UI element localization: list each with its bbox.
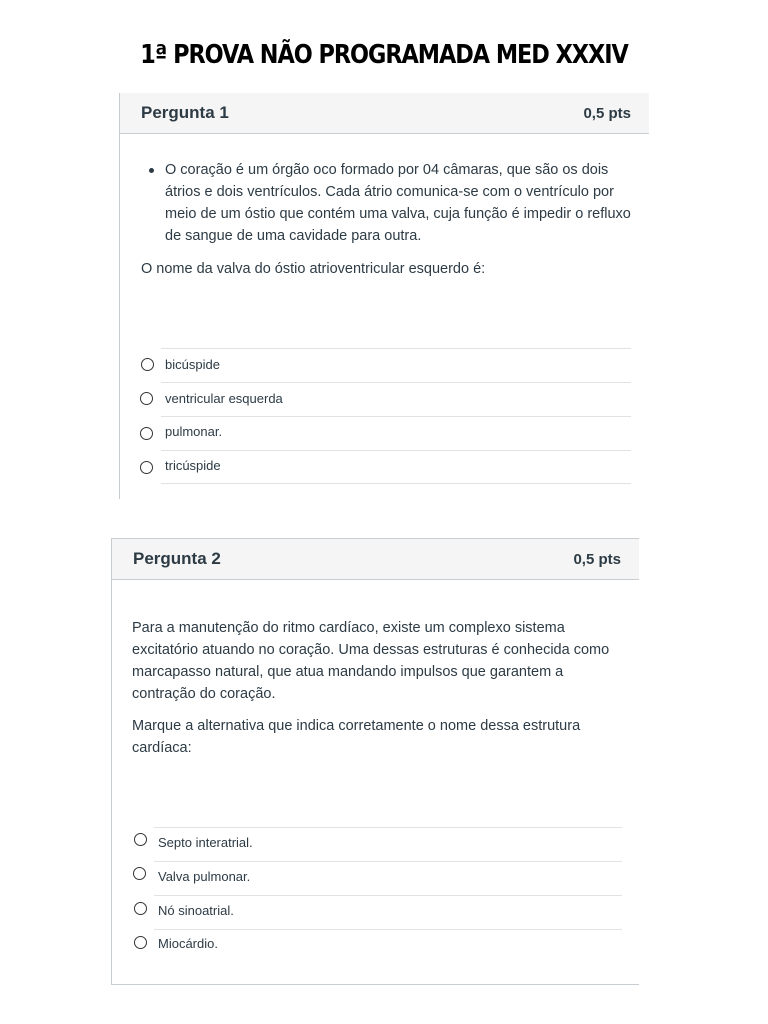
answer-option[interactable] [161, 382, 631, 416]
answer-label[interactable]: pulmonar. [165, 424, 223, 439]
radio-button[interactable] [134, 936, 147, 949]
answer-label[interactable]: Nó sinoatrial. [158, 903, 234, 918]
question-statement: Para a manutenção do ritmo cardíaco, existe um complexo sistema excitatório atuando no coração. Uma dessas estruturas é conhecida como marcapasso natural, que atua mandando impulsos que garantem a contração do coração. [132, 620, 610, 702]
radio-button[interactable] [140, 461, 153, 474]
answer-label[interactable]: Valva pulmonar. [158, 869, 251, 884]
answer-option[interactable] [154, 929, 622, 963]
radio-button[interactable] [134, 902, 147, 915]
question-prompt: Marque a alternativa que indica corretamente o nome dessa estrutura cardíaca: [132, 718, 581, 756]
question-points: 0,5 pts [583, 104, 631, 122]
answer-label[interactable]: bicúspide [165, 357, 220, 372]
radio-button[interactable] [134, 833, 147, 846]
question-points: 0,5 pts [573, 550, 621, 568]
question-header [120, 93, 649, 134]
answer-option[interactable] [154, 827, 622, 861]
answer-label[interactable]: Septo interatrial. [158, 835, 253, 850]
page-title: 1ª PROVA NÃO PROGRAMADA MED XXXIV [140, 40, 628, 70]
answer-option[interactable] [161, 416, 631, 450]
question-2-card [111, 538, 639, 985]
radio-button[interactable] [133, 867, 146, 880]
answer-option[interactable] [161, 450, 631, 484]
question-bullet-list [141, 159, 635, 247]
question-header [112, 539, 639, 580]
answer-option[interactable] [154, 895, 622, 929]
answer-label[interactable]: ventricular esquerda [165, 391, 283, 406]
question-name: Pergunta 1 [141, 103, 229, 122]
radio-button[interactable] [140, 427, 153, 440]
answer-list [154, 827, 622, 963]
answer-option[interactable] [154, 861, 622, 895]
question-1-card [119, 93, 649, 499]
question-statement: O coração é um órgão oco formado por 04 câmaras, que são os dois átrios e dois ventrículos. Cada átrio comunica-se com o ventrículo por meio de um óstio que contém uma valva, cuja função é impedir o refluxo de sangue de uma cavidade para outra. [141, 159, 635, 247]
answer-label[interactable]: Miocárdio. [158, 936, 218, 951]
answer-label[interactable]: tricúspide [165, 458, 221, 473]
answer-list [161, 348, 631, 484]
radio-button[interactable] [141, 358, 154, 371]
radio-button[interactable] [140, 392, 153, 405]
question-name: Pergunta 2 [133, 549, 221, 568]
question-prompt: O nome da valva do óstio atrioventricular esquerdo é: [141, 261, 486, 277]
answer-option[interactable] [161, 348, 631, 382]
